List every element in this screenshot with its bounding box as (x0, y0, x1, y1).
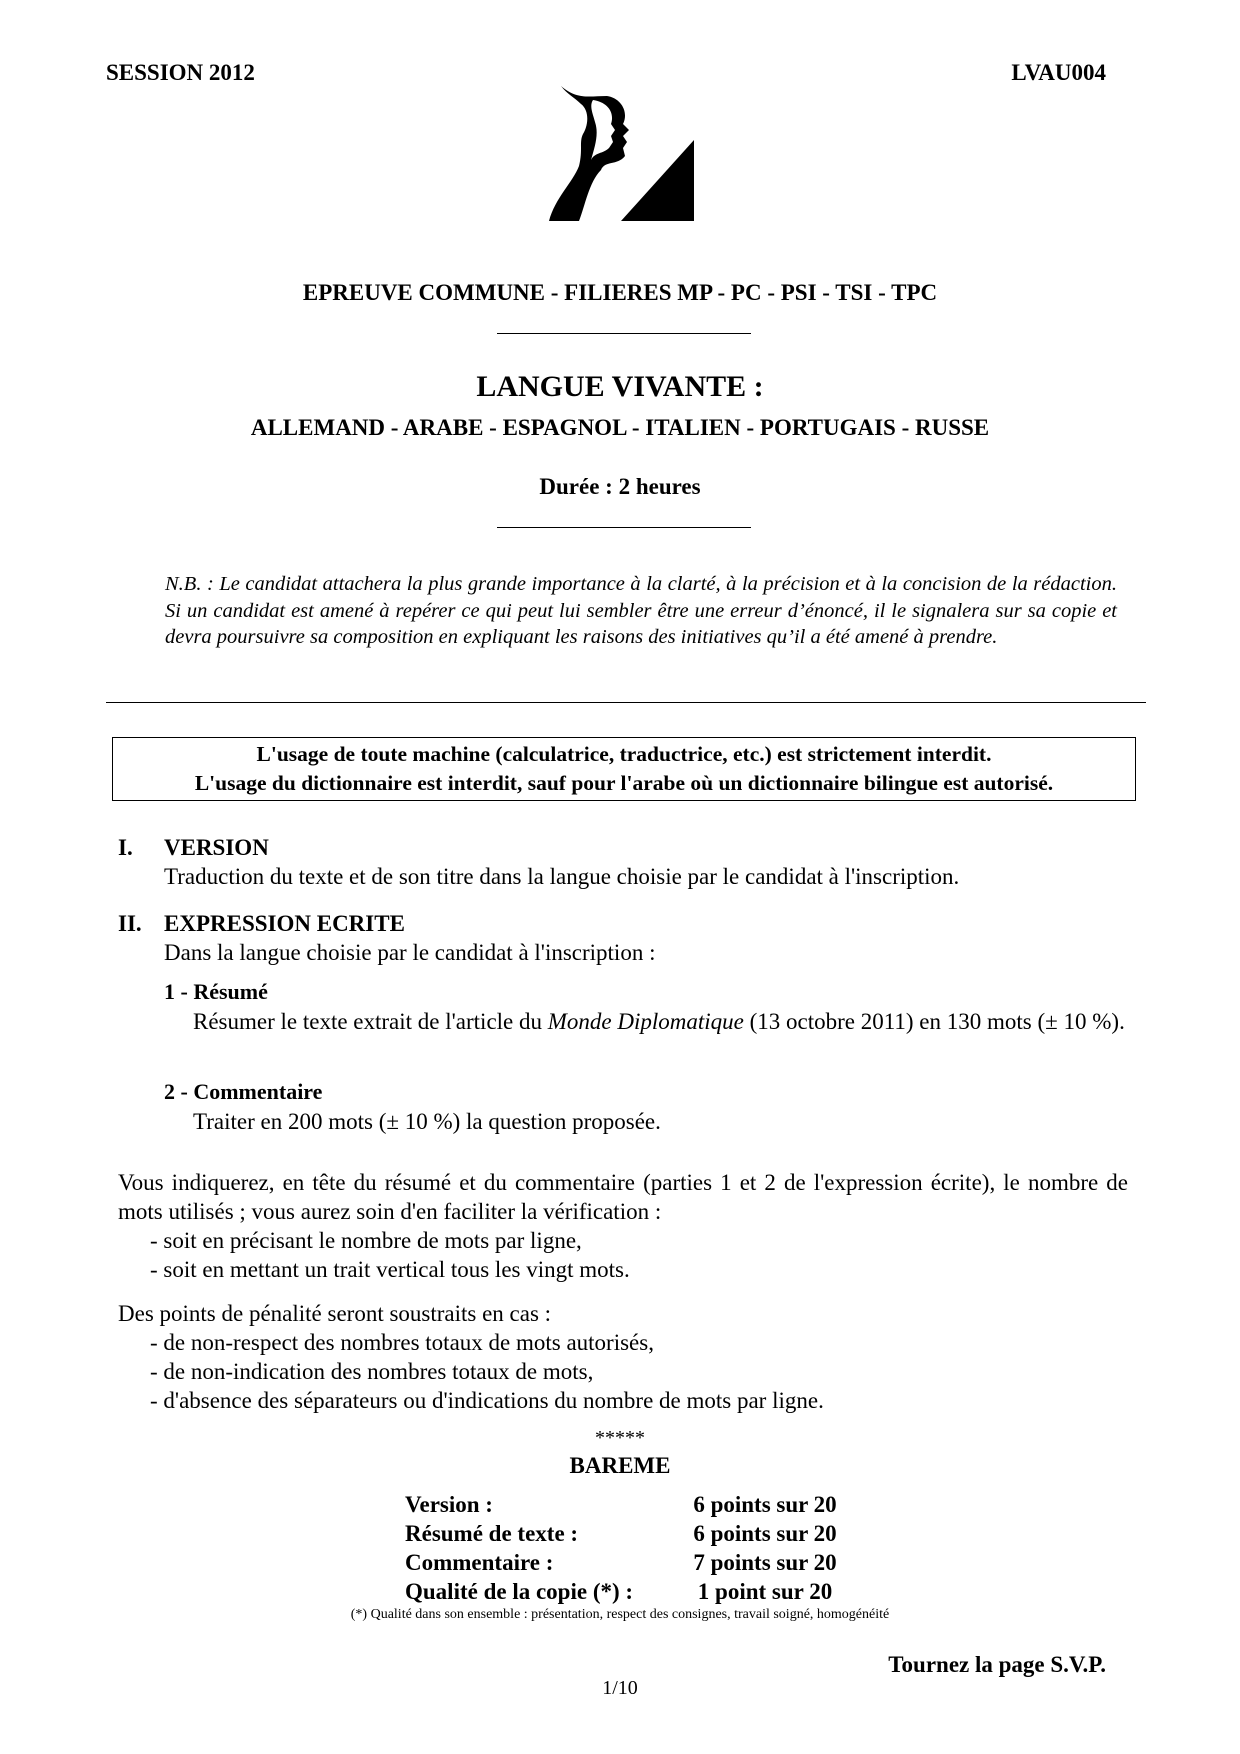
nb-note: N.B. : Le candidat attachera la plus grande importance à la clarté, à la précision et à la concision de la rédaction. Si un candidat est amené à repérer ce qui peut lui sembler être une erreur d’énoncé, il le signalera sur sa copie et devra poursuivre sa composition en expliquant les raisons des initiatives qu’il a été amené à prendre. (165, 573, 1117, 648)
source-name: Monde Diplomatique (547, 1009, 744, 1034)
section-divider (106, 702, 1146, 703)
penalty-intro: Des points de pénalité seront soustraits en cas : (118, 1301, 552, 1326)
section-number: II. (118, 911, 142, 936)
version-text: Traduction du texte et de son titre dans la langue choisie par le candidat à l'inscription. (164, 864, 960, 889)
list-item: - d'absence des séparateurs ou d'indications du nombre de mots par ligne. (150, 1386, 824, 1415)
penalty-list (150, 1328, 824, 1415)
table-row (405, 1519, 855, 1548)
langue-title: LANGUE VIVANTE : (476, 370, 764, 403)
section-number: I. (118, 835, 133, 860)
bareme-value: 6 points sur 20 (693, 1492, 837, 1517)
bareme-label: Commentaire : (405, 1550, 554, 1575)
langues-list: ALLEMAND - ARABE - ESPAGNOL - ITALIEN - PORTUGAIS - RUSSE (250, 415, 990, 440)
section-version-title (118, 833, 269, 862)
rules-line-2: L'usage du dictionnaire est interdit, sauf pour l'arabe où un dictionnaire bilingue est autorisé. (194, 771, 1054, 795)
rules-line-1: L'usage de toute machine (calculatrice, traductrice, etc.) est strictement interdit. (256, 742, 992, 766)
commentaire-text: Traiter en 200 mots (± 10 %) la question proposée. (193, 1109, 661, 1134)
title-divider (497, 333, 751, 334)
bareme-footnote: (*) Qualité dans son ensemble : présentation, respect des consignes, travail soigné, homogénéité (350, 1607, 890, 1622)
stars-separator: ***** (595, 1427, 645, 1449)
bareme-label: Qualité de la copie (*) : (405, 1579, 634, 1604)
list-item: - de non-indication des nombres totaux de mots, (150, 1357, 824, 1386)
epreuve-title: EPREUVE COMMUNE - FILIERES MP - PC - PSI - TSI - TPC (302, 280, 938, 305)
section-expression-title (118, 909, 405, 938)
table-row (405, 1548, 855, 1577)
section-title: EXPRESSION ECRITE (164, 911, 405, 936)
table-row (405, 1490, 855, 1519)
rules-box (112, 737, 1136, 801)
bareme-table (405, 1490, 855, 1606)
word-count-options (150, 1226, 630, 1284)
bareme-label: Résumé de texte : (405, 1521, 579, 1546)
bareme-value: 7 points sur 20 (693, 1550, 837, 1575)
duree-divider (497, 527, 751, 528)
duree: Durée : 2 heures (539, 474, 701, 499)
list-item: - de non-respect des nombres totaux de mots autorisés, (150, 1328, 824, 1357)
word-count-instructions: Vous indiquerez, en tête du résumé et du commentaire (parties 1 et 2 de l'expression écrite), le nombre de mots utilisés ; vous aurez soin d'en faciliter la vérification : (118, 1170, 1128, 1224)
exam-code: LVAU004 (1011, 60, 1106, 85)
profile-silhouette-logo-icon (549, 86, 694, 221)
page-number: 1/10 (602, 1677, 638, 1699)
resume-title: 1 - Résumé (164, 979, 268, 1004)
turn-page-note: Tournez la page S.V.P. (888, 1652, 1106, 1677)
list-item: - soit en mettant un trait vertical tous les vingt mots. (150, 1255, 630, 1284)
bareme-title: BAREME (569, 1453, 671, 1478)
table-row (405, 1577, 855, 1606)
list-item: - soit en précisant le nombre de mots par ligne, (150, 1226, 630, 1255)
bareme-value: 1 point sur 20 (697, 1579, 833, 1604)
bareme-value: 6 points sur 20 (693, 1521, 837, 1546)
session-label: SESSION 2012 (106, 60, 255, 85)
resume-text: Résumer le texte extrait de l'article du Monde Diplomatique (13 octobre 2011) en 130 mots (± 10 %). (193, 1009, 1125, 1034)
expression-text: Dans la langue choisie par le candidat à l'inscription : (164, 940, 656, 965)
bareme-label: Version : (405, 1492, 493, 1517)
commentaire-title: 2 - Commentaire (164, 1079, 323, 1104)
section-title: VERSION (164, 835, 269, 860)
